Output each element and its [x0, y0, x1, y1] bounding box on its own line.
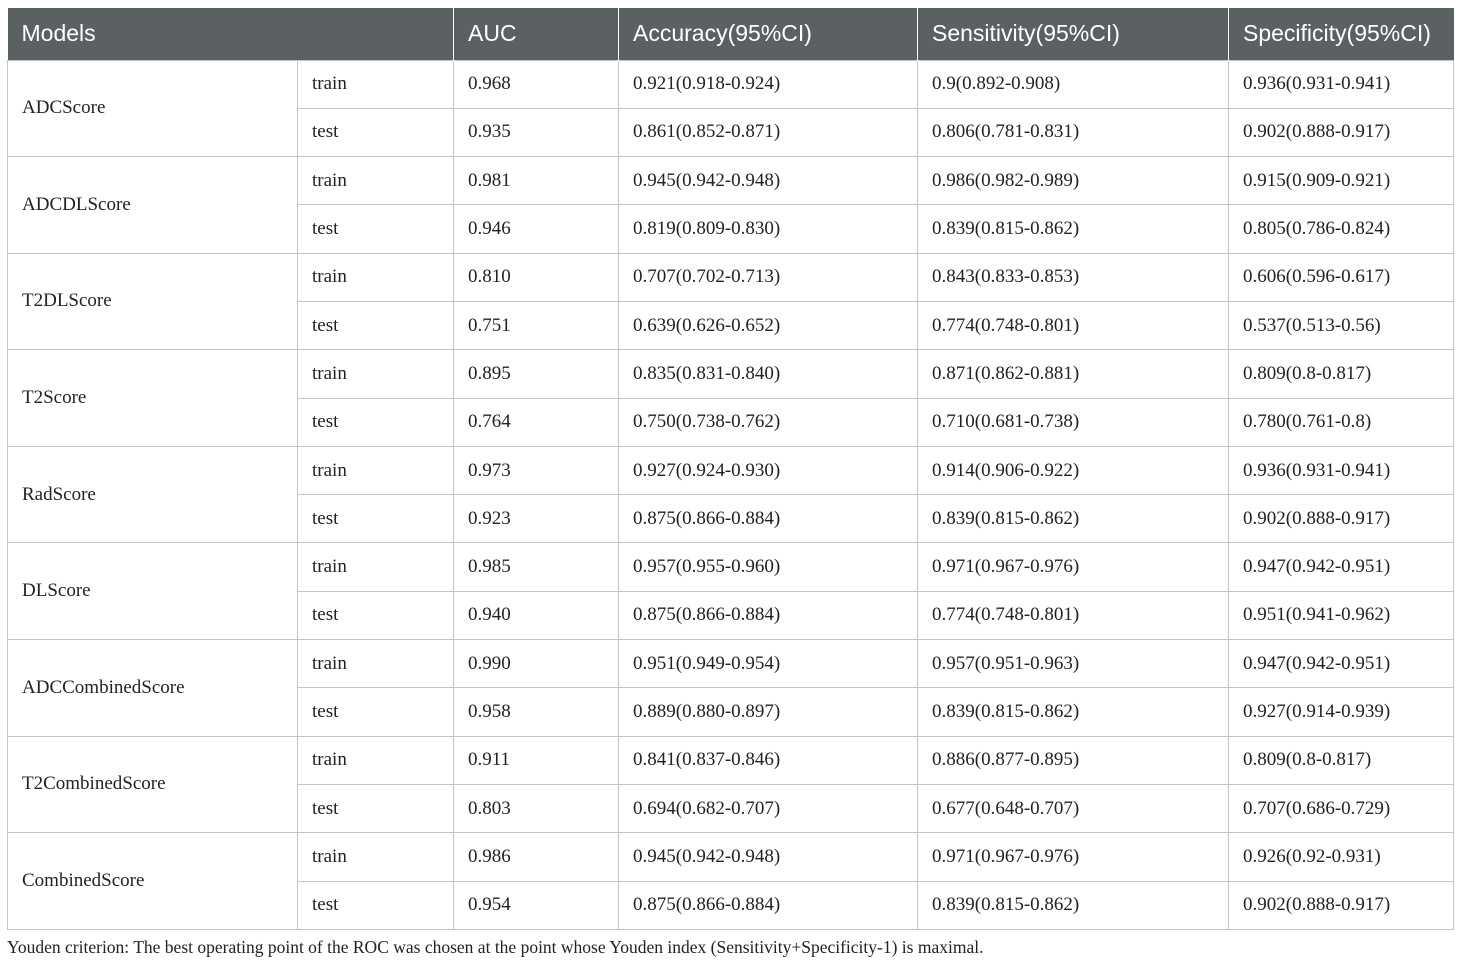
header-row — [8, 8, 1454, 60]
accuracy-cell: 0.875(0.866-0.884) — [619, 591, 918, 639]
split-cell: train — [298, 350, 454, 398]
auc-cell: 0.911 — [454, 736, 619, 784]
split-cell: test — [298, 398, 454, 446]
auc-cell: 0.986 — [454, 833, 619, 881]
sensitivity-cell: 0.971(0.967-0.976) — [918, 543, 1229, 591]
accuracy-cell: 0.639(0.626-0.652) — [619, 301, 918, 349]
specificity-cell: 0.780(0.761-0.8) — [1229, 398, 1454, 446]
sensitivity-cell: 0.774(0.748-0.801) — [918, 301, 1229, 349]
accuracy-cell: 0.957(0.955-0.960) — [619, 543, 918, 591]
accuracy-cell: 0.921(0.918-0.924) — [619, 60, 918, 108]
header-auc: AUC — [454, 8, 619, 60]
auc-cell: 0.981 — [454, 157, 619, 205]
specificity-cell: 0.902(0.888-0.917) — [1229, 108, 1454, 156]
auc-cell: 0.968 — [454, 60, 619, 108]
accuracy-cell: 0.841(0.837-0.846) — [619, 736, 918, 784]
split-cell: train — [298, 253, 454, 301]
split-cell: train — [298, 60, 454, 108]
split-cell: train — [298, 446, 454, 494]
auc-cell: 0.954 — [454, 881, 619, 929]
split-cell: test — [298, 591, 454, 639]
sensitivity-cell: 0.843(0.833-0.853) — [918, 253, 1229, 301]
split-cell: train — [298, 157, 454, 205]
header-specificity: Specificity(95%CI) — [1229, 8, 1454, 60]
sensitivity-cell: 0.886(0.877-0.895) — [918, 736, 1229, 784]
sensitivity-cell: 0.986(0.982-0.989) — [918, 157, 1229, 205]
specificity-cell: 0.927(0.914-0.939) — [1229, 688, 1454, 736]
split-cell: train — [298, 543, 454, 591]
auc-cell: 0.973 — [454, 446, 619, 494]
table-row — [8, 833, 1454, 881]
sensitivity-cell: 0.957(0.951-0.963) — [918, 640, 1229, 688]
model-name-cell: T2Score — [8, 350, 298, 447]
table-body — [8, 60, 1454, 929]
split-cell: test — [298, 881, 454, 929]
table-row — [8, 543, 1454, 591]
specificity-cell: 0.947(0.942-0.951) — [1229, 543, 1454, 591]
model-name-cell: ADCScore — [8, 60, 298, 157]
auc-cell: 0.923 — [454, 495, 619, 543]
model-name-cell: T2DLScore — [8, 253, 298, 350]
sensitivity-cell: 0.914(0.906-0.922) — [918, 446, 1229, 494]
accuracy-cell: 0.945(0.942-0.948) — [619, 833, 918, 881]
header-sensitivity: Sensitivity(95%CI) — [918, 8, 1229, 60]
auc-cell: 0.895 — [454, 350, 619, 398]
accuracy-cell: 0.694(0.682-0.707) — [619, 784, 918, 832]
specificity-cell: 0.951(0.941-0.962) — [1229, 591, 1454, 639]
table-row — [8, 253, 1454, 301]
model-name-cell: ADCDLScore — [8, 157, 298, 254]
auc-cell: 0.990 — [454, 640, 619, 688]
table-row — [8, 60, 1454, 108]
sensitivity-cell: 0.839(0.815-0.862) — [918, 688, 1229, 736]
sensitivity-cell: 0.871(0.862-0.881) — [918, 350, 1229, 398]
auc-cell: 0.958 — [454, 688, 619, 736]
specificity-cell: 0.707(0.686-0.729) — [1229, 784, 1454, 832]
sensitivity-cell: 0.839(0.815-0.862) — [918, 205, 1229, 253]
sensitivity-cell: 0.839(0.815-0.862) — [918, 881, 1229, 929]
header-models: Models — [8, 8, 454, 60]
split-cell: test — [298, 108, 454, 156]
sensitivity-cell: 0.774(0.748-0.801) — [918, 591, 1229, 639]
specificity-cell: 0.809(0.8-0.817) — [1229, 736, 1454, 784]
accuracy-cell: 0.951(0.949-0.954) — [619, 640, 918, 688]
sensitivity-cell: 0.839(0.815-0.862) — [918, 495, 1229, 543]
split-cell: train — [298, 833, 454, 881]
sensitivity-cell: 0.806(0.781-0.831) — [918, 108, 1229, 156]
model-name-cell: RadScore — [8, 446, 298, 543]
model-name-cell: DLScore — [8, 543, 298, 640]
specificity-cell: 0.936(0.931-0.941) — [1229, 60, 1454, 108]
results-table — [7, 8, 1454, 930]
auc-cell: 0.764 — [454, 398, 619, 446]
table-row — [8, 446, 1454, 494]
table-row — [8, 157, 1454, 205]
sensitivity-cell: 0.971(0.967-0.976) — [918, 833, 1229, 881]
split-cell: test — [298, 205, 454, 253]
split-cell: train — [298, 736, 454, 784]
accuracy-cell: 0.861(0.852-0.871) — [619, 108, 918, 156]
accuracy-cell: 0.819(0.809-0.830) — [619, 205, 918, 253]
split-cell: test — [298, 495, 454, 543]
accuracy-cell: 0.875(0.866-0.884) — [619, 495, 918, 543]
table-header — [8, 8, 1454, 60]
accuracy-cell: 0.707(0.702-0.713) — [619, 253, 918, 301]
auc-cell: 0.985 — [454, 543, 619, 591]
sensitivity-cell: 0.710(0.681-0.738) — [918, 398, 1229, 446]
auc-cell: 0.803 — [454, 784, 619, 832]
table-row — [8, 736, 1454, 784]
specificity-cell: 0.537(0.513-0.56) — [1229, 301, 1454, 349]
accuracy-cell: 0.875(0.866-0.884) — [619, 881, 918, 929]
specificity-cell: 0.902(0.888-0.917) — [1229, 495, 1454, 543]
sensitivity-cell: 0.677(0.648-0.707) — [918, 784, 1229, 832]
sensitivity-cell: 0.9(0.892-0.908) — [918, 60, 1229, 108]
model-name-cell: T2CombinedScore — [8, 736, 298, 833]
auc-cell: 0.751 — [454, 301, 619, 349]
split-cell: test — [298, 784, 454, 832]
split-cell: test — [298, 688, 454, 736]
specificity-cell: 0.809(0.8-0.817) — [1229, 350, 1454, 398]
model-name-cell: ADCCombinedScore — [8, 640, 298, 737]
specificity-cell: 0.947(0.942-0.951) — [1229, 640, 1454, 688]
table-row — [8, 640, 1454, 688]
auc-cell: 0.935 — [454, 108, 619, 156]
auc-cell: 0.946 — [454, 205, 619, 253]
accuracy-cell: 0.927(0.924-0.930) — [619, 446, 918, 494]
accuracy-cell: 0.750(0.738-0.762) — [619, 398, 918, 446]
auc-cell: 0.940 — [454, 591, 619, 639]
specificity-cell: 0.902(0.888-0.917) — [1229, 881, 1454, 929]
table-row — [8, 350, 1454, 398]
auc-cell: 0.810 — [454, 253, 619, 301]
specificity-cell: 0.936(0.931-0.941) — [1229, 446, 1454, 494]
model-name-cell: CombinedScore — [8, 833, 298, 930]
specificity-cell: 0.926(0.92-0.931) — [1229, 833, 1454, 881]
accuracy-cell: 0.889(0.880-0.897) — [619, 688, 918, 736]
accuracy-cell: 0.945(0.942-0.948) — [619, 157, 918, 205]
split-cell: train — [298, 640, 454, 688]
table-footnote: Youden criterion: The best operating point of the ROC was chosen at the point whose Youden index (Sensitivity+Specificity-1) is maximal. — [7, 937, 984, 957]
specificity-cell: 0.915(0.909-0.921) — [1229, 157, 1454, 205]
specificity-cell: 0.606(0.596-0.617) — [1229, 253, 1454, 301]
header-accuracy: Accuracy(95%CI) — [619, 8, 918, 60]
specificity-cell: 0.805(0.786-0.824) — [1229, 205, 1454, 253]
accuracy-cell: 0.835(0.831-0.840) — [619, 350, 918, 398]
split-cell: test — [298, 301, 454, 349]
